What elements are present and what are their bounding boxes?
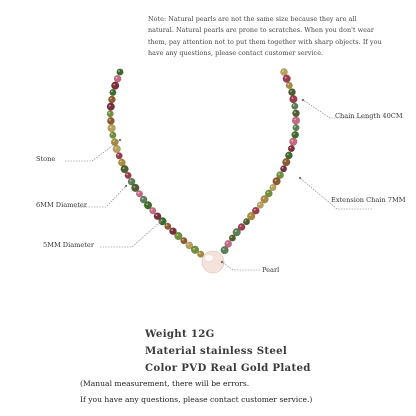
care-note: Note: Natural pearls are not the same size because they are all natural. Natural pearls are prone to scratches. When you don't wear them, pay attention not to put them together with sharp objects. If you have any questions, please contact customer service. — [148, 15, 382, 58]
bead-highlight — [282, 70, 284, 72]
pearl-pendant — [202, 251, 224, 273]
bead — [292, 110, 299, 117]
bead — [107, 103, 115, 111]
bead-highlight — [193, 248, 195, 250]
bead — [110, 89, 117, 96]
bead — [229, 235, 236, 242]
bead-highlight — [113, 84, 115, 86]
bead — [107, 117, 114, 124]
bead-highlight — [249, 214, 251, 216]
bead-highlight — [110, 126, 112, 128]
callout-stone: Stone — [36, 155, 56, 163]
bead-highlight — [294, 111, 296, 113]
bead-highlight — [282, 167, 284, 169]
bead — [111, 82, 119, 90]
bead-highlight — [294, 119, 296, 121]
bead-highlight — [111, 133, 113, 135]
callout-6mm-diameter: 6MM Diameter — [36, 201, 87, 209]
bead — [165, 223, 172, 230]
bead — [117, 69, 124, 76]
bead — [280, 68, 287, 75]
bead-highlight — [109, 119, 111, 121]
bead — [114, 75, 121, 82]
bead-highlight — [177, 234, 179, 236]
bead-highlight — [116, 77, 118, 79]
bead — [273, 177, 281, 185]
bead-highlight — [109, 105, 111, 107]
bead-highlight — [290, 90, 292, 92]
bead — [243, 218, 250, 225]
bead-highlight — [130, 180, 132, 182]
bead-highlight — [231, 236, 233, 238]
callout-pearl: Pearl — [262, 266, 280, 274]
bead-highlight — [263, 197, 265, 199]
bead — [125, 172, 132, 179]
bead-highlight — [110, 98, 112, 100]
bead — [290, 95, 298, 103]
bead-highlight — [138, 192, 140, 194]
callout-extension-chain: Extension Chain 7MM — [331, 196, 406, 204]
callout-5mm-diameter: 5MM Diameter — [43, 241, 94, 249]
footnote-contact: If you have any questions, please contact customer service.) — [80, 395, 313, 404]
bead — [116, 153, 123, 160]
bead-highlight — [290, 147, 292, 149]
bead-highlight — [223, 248, 225, 250]
bead-highlight — [293, 104, 295, 106]
bead-highlight — [133, 186, 135, 188]
bead — [111, 139, 118, 146]
bead-highlight — [245, 220, 247, 222]
bead — [113, 145, 121, 153]
bead-highlight — [275, 179, 277, 181]
bead-highlight — [117, 154, 119, 156]
bead — [288, 89, 295, 96]
bead-highlight — [240, 225, 242, 227]
bead-highlight — [113, 140, 115, 142]
bead — [292, 131, 299, 138]
bead — [289, 138, 297, 146]
bead-highlight — [254, 209, 256, 211]
bead-highlight — [271, 186, 273, 188]
bead-highlight — [235, 230, 237, 232]
bead-highlight — [187, 244, 189, 246]
bead-highlight — [142, 198, 144, 200]
bead — [136, 191, 143, 198]
bead — [270, 184, 277, 191]
bead-highlight — [182, 239, 184, 241]
bead-highlight — [292, 97, 294, 99]
bead-highlight — [146, 203, 148, 205]
bead-highlight — [278, 173, 280, 175]
bead-highlight — [287, 154, 289, 156]
footnote-measurement: (Manual measurement, there will be errors. — [80, 379, 250, 388]
bead-highlight — [161, 219, 163, 221]
bead — [280, 166, 287, 173]
callout-chain-length: Chain Length 40CM — [335, 112, 403, 120]
bead-highlight — [151, 209, 153, 211]
bead-highlight — [291, 140, 293, 142]
bead — [108, 96, 115, 103]
bead-highlight — [115, 147, 117, 149]
bead-highlight — [118, 70, 120, 72]
bead — [285, 152, 292, 159]
bead-highlight — [120, 161, 122, 163]
bead-highlight — [287, 84, 289, 86]
bead — [292, 103, 299, 110]
bead-strand — [107, 68, 300, 257]
bead-highlight — [226, 242, 228, 244]
bead-highlight — [126, 174, 128, 176]
bead — [257, 202, 264, 209]
bead-highlight — [111, 91, 113, 93]
bead — [107, 111, 114, 118]
bead — [110, 132, 117, 139]
bead-highlight — [294, 126, 296, 128]
spec-color: Color PVD Real Gold Plated — [145, 362, 311, 374]
bead-highlight — [199, 252, 201, 254]
bead-highlight — [166, 224, 168, 226]
bead-highlight — [156, 214, 158, 216]
bead — [286, 82, 293, 89]
bead — [282, 158, 290, 166]
bead — [181, 237, 188, 244]
bead-highlight — [285, 77, 287, 79]
bead-highlight — [123, 167, 125, 169]
bead — [221, 246, 229, 254]
bead — [292, 117, 300, 125]
bead-highlight — [267, 192, 269, 194]
bead — [108, 124, 116, 132]
bead — [121, 165, 129, 173]
bead — [288, 145, 295, 152]
spec-material: Material stainless Steel — [145, 345, 288, 357]
bead-highlight — [108, 112, 110, 114]
spec-weight: Weight 12G — [145, 328, 215, 340]
bead-highlight — [284, 160, 286, 162]
bead — [293, 124, 300, 131]
bead-highlight — [258, 203, 260, 205]
bead — [150, 207, 157, 214]
bead-highlight — [171, 229, 173, 231]
bead-highlight — [293, 133, 295, 135]
bead — [283, 75, 291, 83]
